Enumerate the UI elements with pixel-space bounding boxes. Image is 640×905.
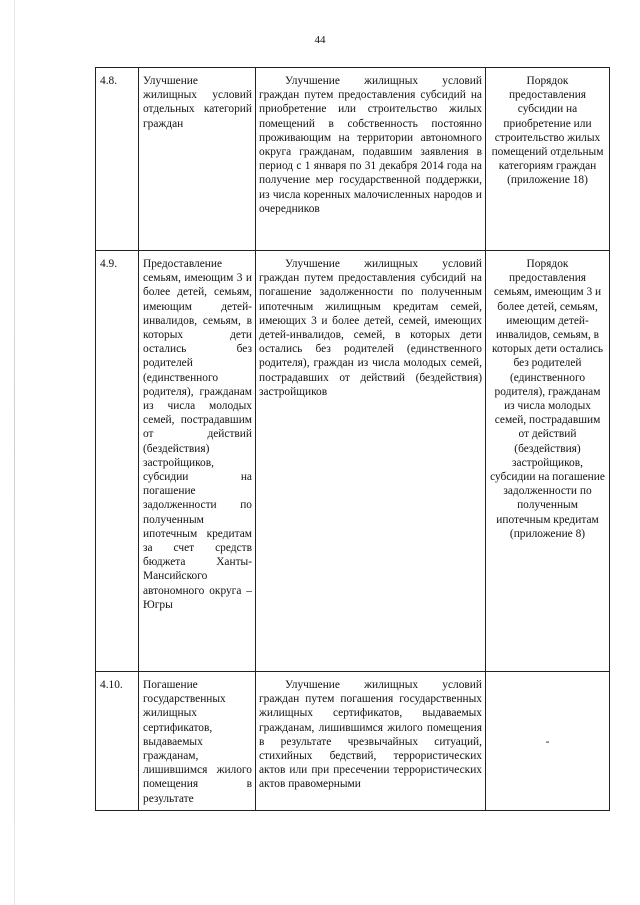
table-row [96, 68, 610, 251]
row-number: 4.9. [96, 251, 139, 672]
measures-table [95, 67, 610, 811]
page-number: 44 [314, 34, 326, 46]
measure-name: Улучшение жилищных условий отдельных категорий граждан [139, 68, 256, 251]
measure-description: Улучшение жилищных условий граждан путем погашения государственных жилищных сертификатов, выдаваемых гражданам, лишившимся жилого помещения в результате чрезвычайных ситуаций, стихийных бедствий, террористических актов или при пресечении террористических актов правомерными [256, 672, 486, 811]
measure-name: Погашение государственных жилищных сертификатов, выдаваемых гражданам, лишившимся жилого помещения в результате [139, 672, 256, 811]
measure-description: Улучшение жилищных условий граждан путем предоставления субсидий на приобретение или строительство жилых помещений в собственность постоянно проживающим на территории автономного округа гражданам, подавшим заявления в период с 1 января по 31 декабря 2014 года на получение мер государственной поддержки, из числа коренных малочисленных народов и очередников [256, 68, 486, 251]
measures-table-wrap [95, 67, 609, 811]
table-row [96, 251, 610, 672]
row-number: 4.10. [96, 672, 139, 811]
measure-procedure: Порядок предоставления семьям, имеющим 3 и более детей, семьям, имеющим детей-инвалидов, семьям, в которых дети остались без родителей (единственного родителя), гражданам из числа молодых семей, пострадавшим от действий (бездействия) застройщиков, субсидии на погашение задолженности по полученным ипотечным кредитам (приложение 8) [486, 251, 610, 672]
scan-edge-line [14, 0, 15, 905]
measure-description: Улучшение жилищных условий граждан путем предоставления субсидий на погашение задолженности по полученным ипотечным жилищным кредитам семей, имеющих 3 и более детей, семей, имеющих детей-инвалидов, семей, в которых дети остались без родителей (единственного родителя), граждан из числа молодых семей, пострадавших от действий (бездействия) застройщиков [256, 251, 486, 672]
measure-procedure: - [486, 672, 610, 811]
row-number: 4.8. [96, 68, 139, 251]
measure-name: Предоставление семьям, имеющим 3 и более детей, семьям, имеющим детей-инвалидов, семьям, в которых дети остались без родителей (единственного родителя), гражданам из числа молодых семей, пострадавшим от действий (бездействия) застройщиков, субсидии на погашение задолженности по полученным ипотечным кредитам за счет средств бюджета Ханты-Мансийского автономного округа – Югры [139, 251, 256, 672]
measure-procedure: Порядок предоставления субсидии на приобретение или строительство жилых помещений отдельным категориям граждан (приложение 18) [486, 68, 610, 251]
table-row [96, 672, 610, 811]
